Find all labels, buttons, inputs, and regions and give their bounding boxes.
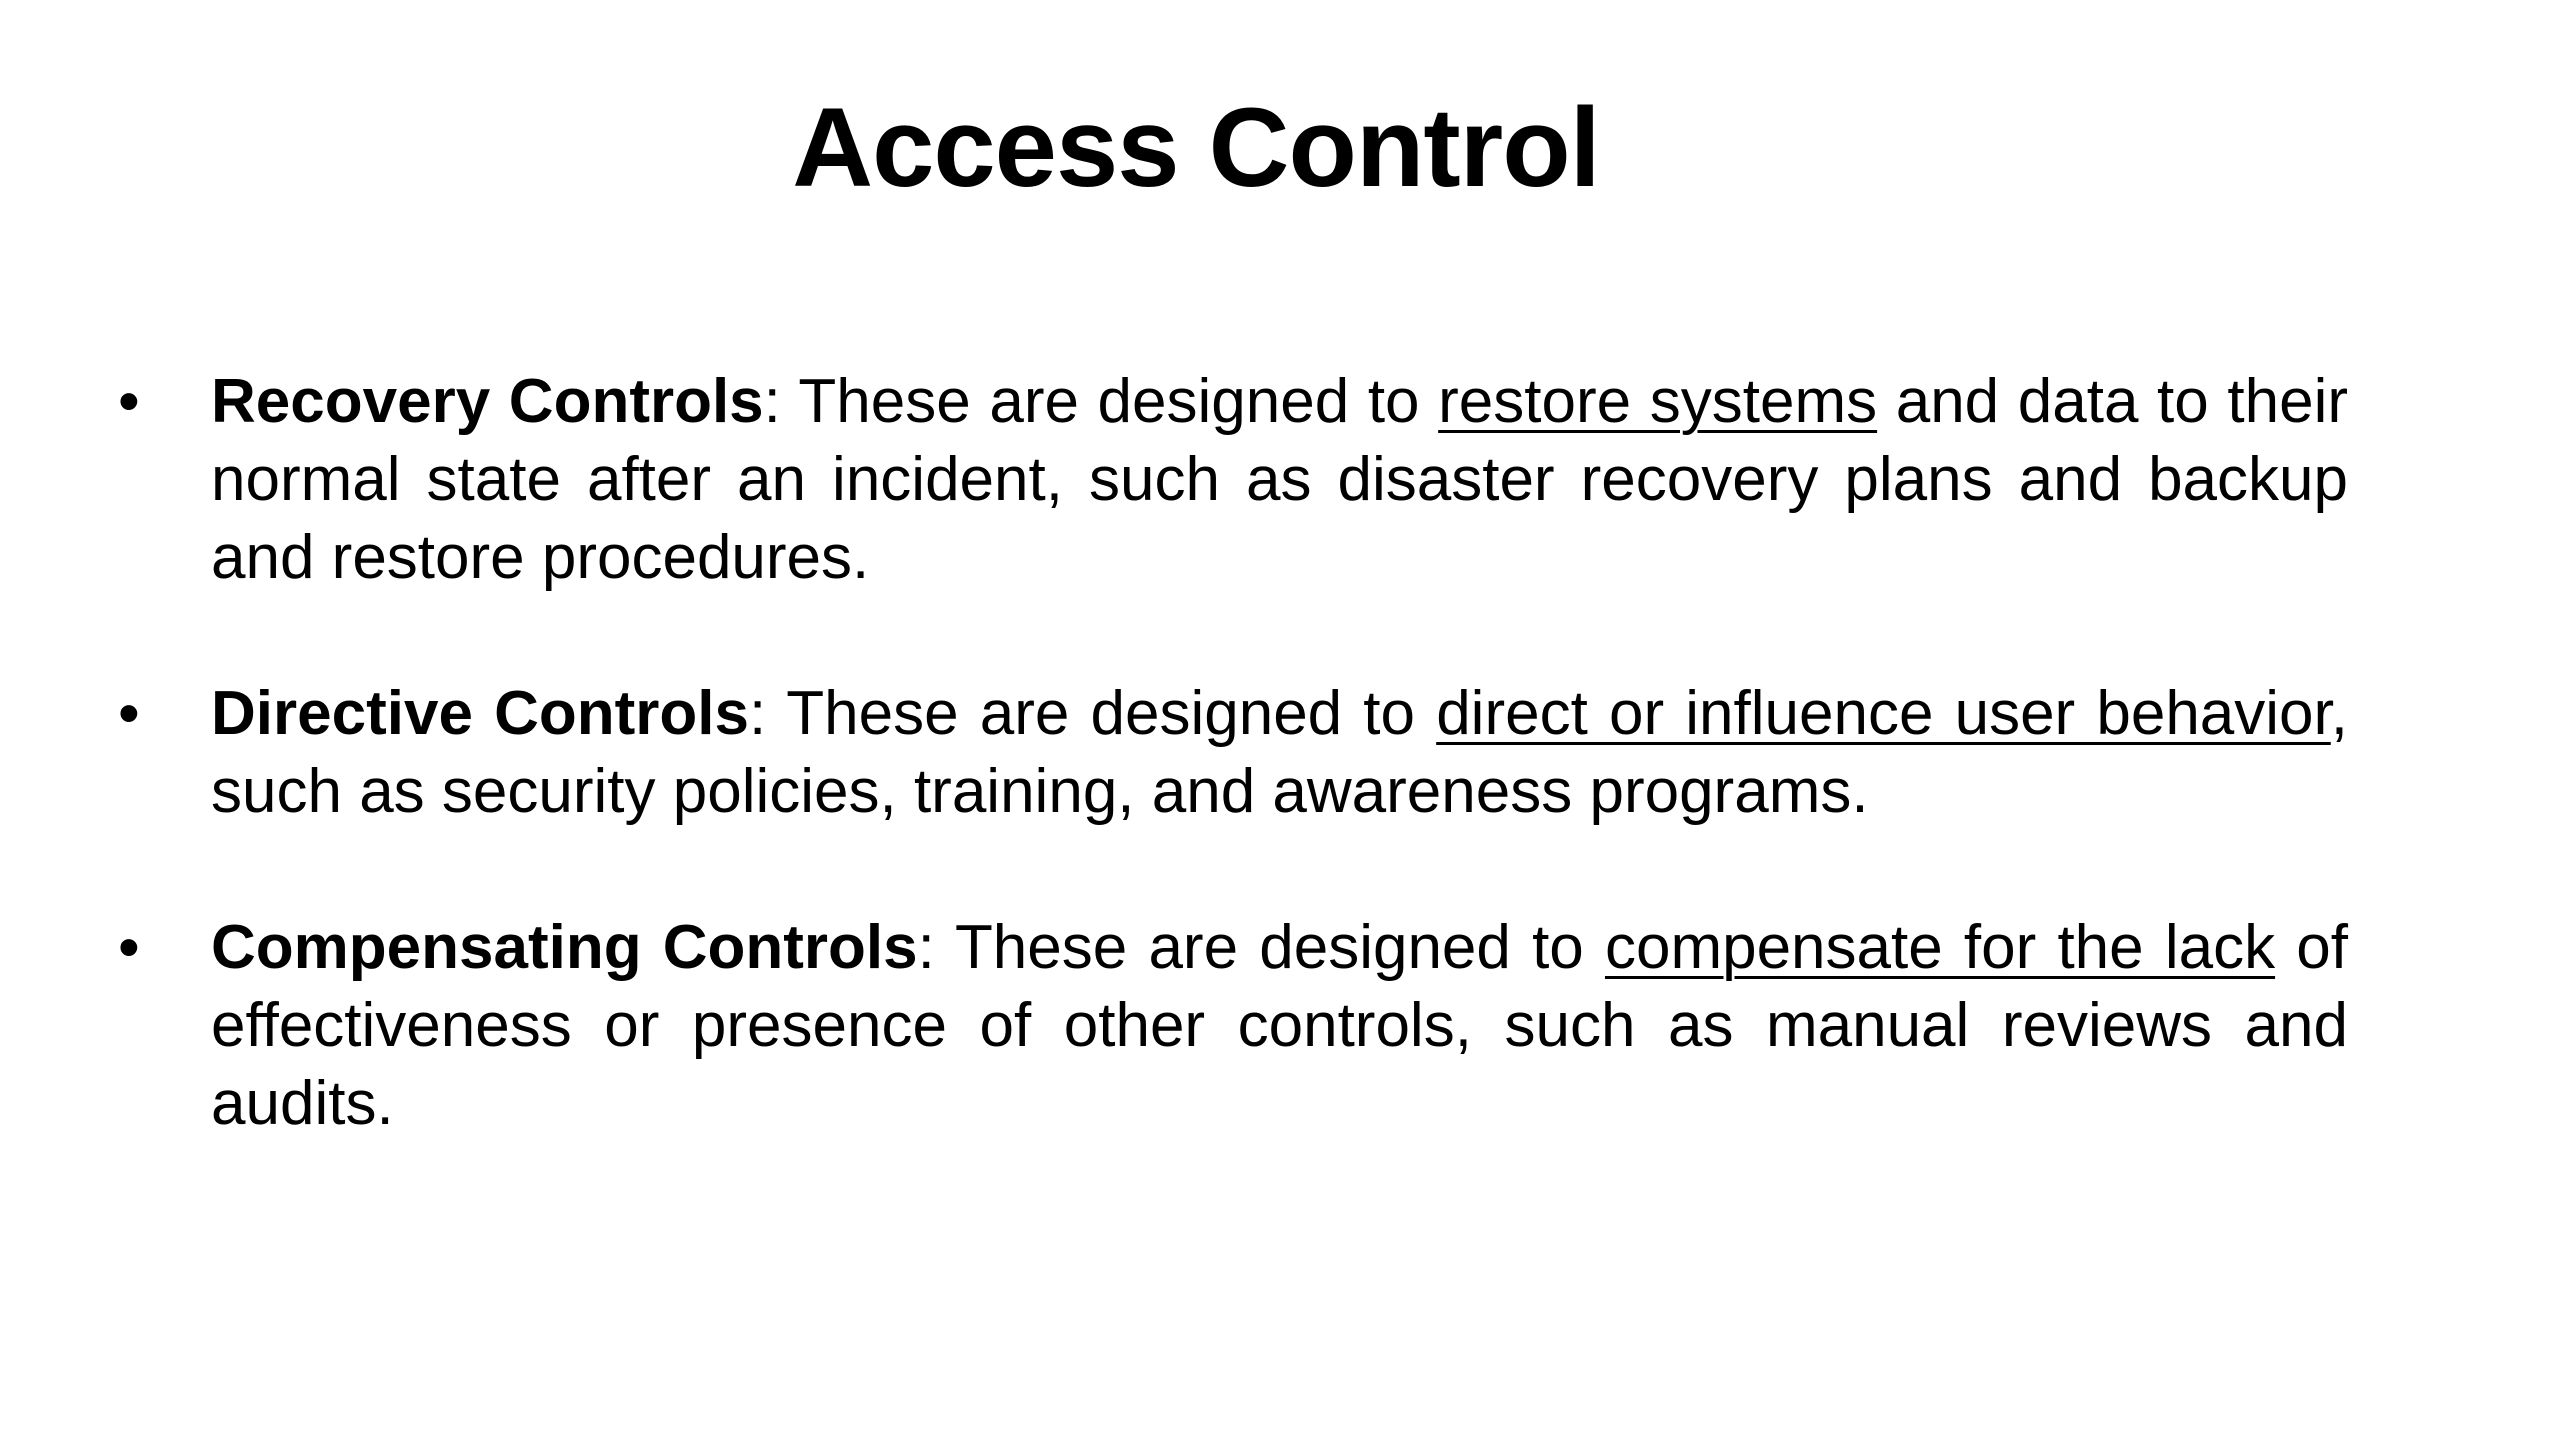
bullet-dot-icon: • — [118, 679, 140, 748]
bullet-term: Directive Controls — [211, 679, 749, 748]
bullet-separator: : — [917, 913, 935, 982]
bullet-list — [118, 363, 2348, 1143]
bullet-emphasis: compensate for the lack — [1604, 913, 2276, 982]
bullet-rest: , such as security policies, training, and awareness programs. — [211, 679, 2348, 826]
bullet-dot-icon: • — [118, 367, 140, 436]
bullet-rest: of effectiveness or presence of other controls, such as manual reviews and audits. — [211, 913, 2348, 1138]
bullet-term: Recovery Controls — [211, 367, 764, 436]
bullet-emphasis: direct or influence user behavior — [1436, 679, 2331, 748]
bullet-emphasis: restore systems — [1438, 367, 1878, 436]
bullet-separator: : — [763, 367, 781, 436]
bullet-lead: These are designed to — [766, 679, 1437, 748]
bullet-term: Compensating Controls — [211, 913, 918, 982]
bullet-separator: : — [748, 679, 767, 748]
slide-title: Access Control — [792, 85, 1600, 210]
bullet-recovery-controls — [118, 363, 2348, 597]
bullet-rest: and data to their normal state after an incident, such as disaster recovery plans and backup and restore procedures. — [211, 367, 2348, 592]
bullet-lead: These are designed to — [780, 367, 1439, 436]
bullet-lead: These are designed to — [934, 913, 1605, 982]
bullet-directive-controls — [118, 675, 2348, 831]
bullet-dot-icon: • — [118, 913, 140, 982]
bullet-compensating-controls — [118, 909, 2348, 1143]
